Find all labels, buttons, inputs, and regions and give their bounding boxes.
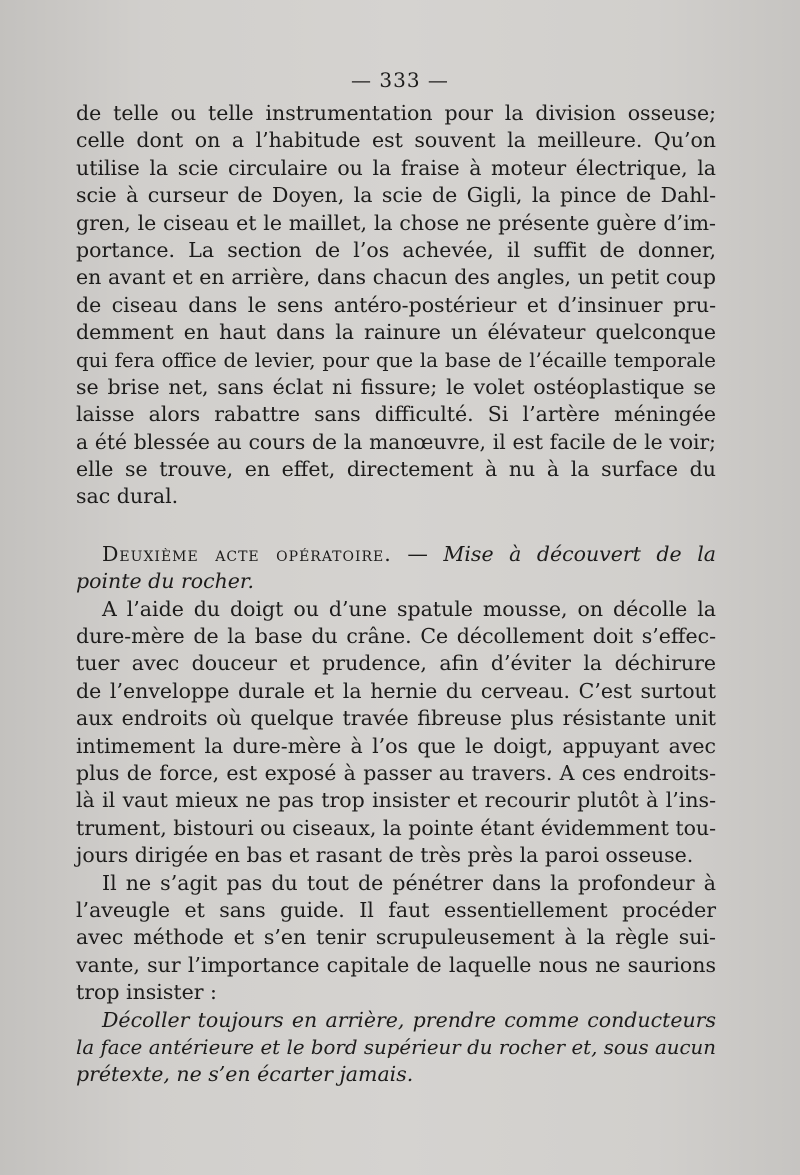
text-line: trop insister :	[76, 980, 217, 1005]
text-line: dure-mère de la base du crâne. Ce décollement doit s’effec-	[76, 624, 716, 649]
text-line: Décoller toujours en arrière, prendre comme conducteurs	[102, 1007, 716, 1032]
text-line: aux endroits où quelque travée fibreuse plus résistante unit	[76, 706, 716, 731]
text-line: plus de force, est exposé à passer au travers. A ces endroits-	[76, 760, 716, 785]
text-line: se brise net, sans éclat ni fissure; le volet ostéoplastique se	[76, 374, 716, 399]
heading-title: Mise à découvert de la	[443, 541, 716, 566]
text-line: intimement la dure-mère à l’os que le doigt, appuyant avec	[76, 733, 716, 758]
text-line: vante, sur l’importance capitale de laquelle nous ne saurions	[76, 952, 716, 977]
text-line: de telle ou telle instrumentation pour la division osseuse;	[76, 101, 716, 125]
paragraph-3	[76, 870, 716, 1007]
text-line: l’aveugle et sans guide. Il faut essentiellement procéder	[76, 897, 716, 922]
text-line: de ciseau dans le sens antéro-postérieur et d’insinuer pru-	[76, 292, 716, 317]
section-heading	[76, 541, 716, 596]
paragraph-1	[76, 100, 716, 511]
text-line: qui fera office de levier, pour que la base de l’écaille temporale	[76, 348, 716, 372]
text-line: la face antérieure et le bord supérieur du rocher et, sous aucun	[76, 1035, 716, 1059]
text-line: a été blessée au cours de la manœuvre, il est facile de le voir;	[76, 429, 716, 454]
text-line: celle dont on a l’habitude est souvent la meilleure. Qu’on	[76, 128, 716, 153]
text-line: demment en haut dans la rainure un élévateur quelconque	[76, 320, 716, 345]
rule-quote	[76, 1007, 716, 1089]
heading-label: Deuxième acte opératoire.	[102, 541, 392, 566]
text-line: en avant et en arrière, dans chacun des angles, un petit coup	[76, 265, 716, 290]
text-line: prétexte, ne s’en écarter jamais.	[76, 1062, 414, 1087]
heading-title-continued: pointe du rocher.	[76, 569, 254, 594]
text-line: A l’aide du doigt ou d’une spatule mousse, on décolle la	[102, 596, 716, 621]
text-line: portance. La section de l’os achevée, il suffit de donner,	[76, 237, 716, 262]
paragraph-2	[76, 596, 716, 870]
heading-dash: —	[391, 541, 444, 566]
text-line: gren, le ciseau et le maillet, la chose ne présente guère d’im-	[76, 210, 716, 235]
text-line: laisse alors rabattre sans difficulté. Si l’artère méningée	[76, 402, 716, 427]
text-line: de l’enveloppe durale et la hernie du cerveau. C’est surtout	[76, 678, 716, 703]
text-line: Il ne s’agit pas du tout de pénétrer dans la profondeur à	[102, 870, 716, 895]
text-line: scie à curseur de Doyen, la scie de Gigli, la pince de Dahl-	[76, 183, 716, 208]
text-line: avec méthode et s’en tenir scrupuleusement à la règle sui-	[76, 925, 716, 950]
text-line: utilise la scie circulaire ou la fraise à moteur électrique, la	[76, 155, 716, 180]
page-number: — 333 —	[351, 68, 449, 92]
text-line: trument, bistouri ou ciseaux, la pointe étant évidemment tou-	[76, 815, 717, 840]
text-line: sac dural.	[76, 484, 179, 509]
text-body	[76, 100, 716, 1089]
heading-line	[76, 541, 716, 568]
text-line: elle se trouve, en effet, directement à nu à la surface du	[76, 457, 716, 482]
text-line: jours dirigée en bas et rasant de très près la paroi osseuse.	[76, 843, 694, 868]
text-line: là il vaut mieux ne pas trop insister et recourir plutôt à l’ins-	[76, 788, 716, 813]
text-line: tuer avec douceur et prudence, afin d’éviter la déchirure	[76, 651, 716, 676]
